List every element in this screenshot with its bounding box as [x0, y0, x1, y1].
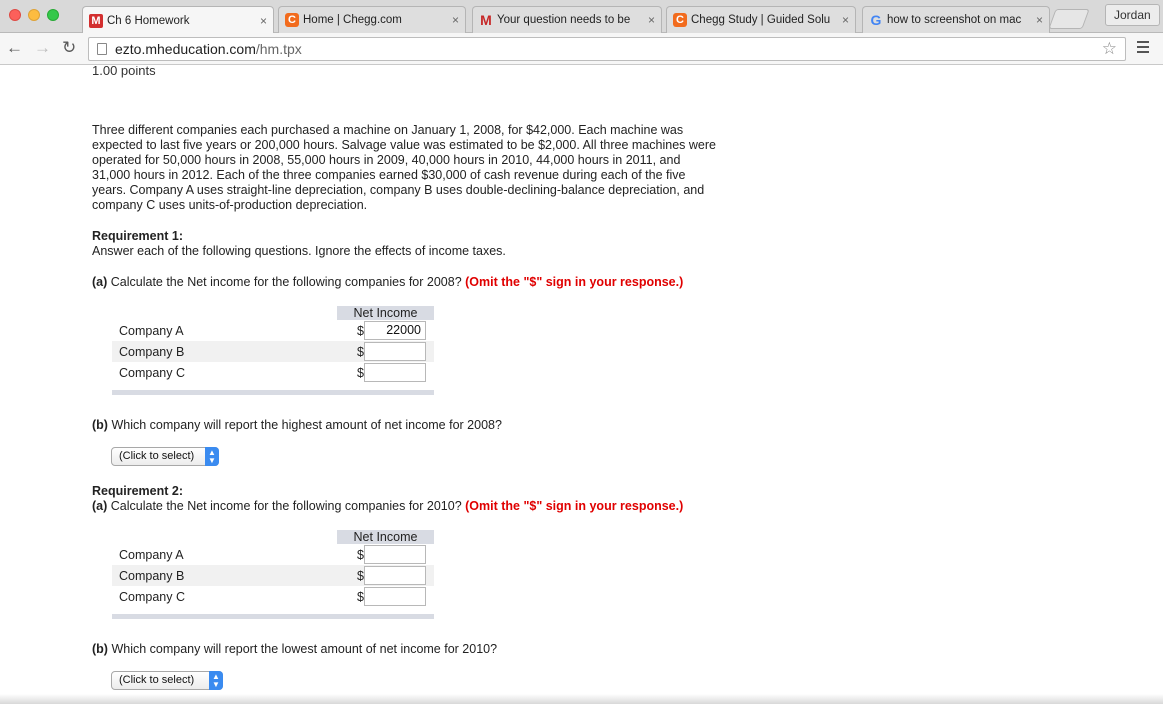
chegg-icon: C — [285, 13, 299, 27]
back-arrow-icon[interactable]: ← — [6, 38, 23, 57]
forward-arrow-icon[interactable]: → — [34, 38, 51, 57]
page-icon — [97, 43, 107, 55]
table-row: Company C $ — [112, 586, 434, 607]
net-income-input-company-b-2010[interactable] — [364, 566, 426, 585]
menu-icon[interactable] — [1137, 41, 1149, 56]
points-value: 1.00 points — [92, 66, 156, 78]
omit-dollar-note: (Omit the "$" sign in your response.) — [465, 499, 684, 513]
net-income-header: Net Income — [337, 306, 434, 320]
page-content — [0, 66, 1163, 704]
table-row: Company A $ 22000 — [112, 320, 434, 341]
profile-button[interactable]: Jordan — [1105, 4, 1160, 26]
close-icon[interactable]: × — [647, 13, 655, 27]
net-income-input-company-a-2010[interactable] — [364, 545, 426, 564]
tab-ch6-homework[interactable]: M Ch 6 Homework × — [82, 6, 274, 34]
net-income-input-company-c-2010[interactable] — [364, 587, 426, 606]
highest-income-select[interactable]: (Click to select) ▲ ▼ — [111, 447, 219, 466]
table-footer-bar — [112, 390, 434, 395]
net-income-input-company-c-2008[interactable] — [364, 363, 426, 382]
close-icon[interactable]: × — [451, 13, 459, 27]
tab-strip — [0, 0, 1163, 33]
question-2a: (a) Calculate the Net income for the following companies for 2010? (Omit the "$" sign in your response.) — [92, 499, 684, 513]
select-arrows-icon: ▲ ▼ — [205, 447, 219, 466]
question-description: Three different companies each purchased a machine on January 1, 2008, for $42,000. Each machine was expected to last five years or 200,000 hours. Salvage value was estimated to be $2,000. All three machines were operated for 50,000 hours in 2008, 55,000 hours in 2009, 40,000 hours in 2010, 44,000 hours in 2011, and 31,000 hours in 2012. Each of the three companies earned $30,000 of cash revenue during each of the five years. Company A uses straight-line depreciation, company B uses double-declining-balance depreciation, and company C uses units-of-production depreciation. — [92, 123, 716, 212]
tab-google-search[interactable]: G how to screenshot on mac × — [862, 6, 1050, 33]
net-income-input-company-b-2008[interactable] — [364, 342, 426, 361]
question-1b: (b) Which company will report the highest amount of net income for 2008? — [92, 418, 502, 432]
zoom-window-button[interactable] — [47, 9, 59, 21]
question-2b: (b) Which company will report the lowest amount of net income for 2010? — [92, 642, 498, 656]
table-row: Company C $ — [112, 362, 434, 383]
close-icon[interactable]: × — [1035, 13, 1043, 27]
requirement-2-heading: Requirement 2: — [92, 484, 183, 498]
new-tab-button[interactable] — [1048, 9, 1089, 29]
tab-chegg-home[interactable]: C Home | Chegg.com × — [278, 6, 466, 33]
table-row: Company B $ — [112, 565, 434, 586]
lowest-income-select[interactable]: (Click to select) ▲ ▼ — [111, 671, 223, 690]
browser-toolbar — [0, 33, 1163, 65]
select-arrows-icon: ▲ ▼ — [209, 671, 223, 690]
minimize-window-button[interactable] — [28, 9, 40, 21]
address-bar[interactable] — [88, 37, 1126, 61]
close-icon[interactable]: × — [841, 13, 849, 27]
tab-gmail[interactable]: M Your question needs to be × — [472, 6, 662, 33]
table-row: Company A $ — [112, 544, 434, 565]
net-income-input-company-a-2008[interactable]: 22000 — [364, 321, 426, 340]
bookmark-star-icon[interactable]: ☆ — [1101, 39, 1117, 58]
reload-icon[interactable]: ↻ — [62, 38, 77, 57]
url-path: /hm.tpx — [255, 41, 302, 57]
window-bottom-shadow — [0, 694, 1163, 704]
table-footer-bar — [112, 614, 434, 619]
requirement-1-text: Answer each of the following questions. Ignore the effects of income taxes. — [92, 244, 506, 258]
close-icon[interactable]: × — [259, 13, 267, 28]
table-row: Company B $ — [112, 341, 434, 362]
close-window-button[interactable] — [9, 9, 21, 21]
google-icon: G — [870, 12, 882, 28]
net-income-header: Net Income — [337, 530, 434, 544]
omit-dollar-note: (Omit the "$" sign in your response.) — [465, 275, 684, 289]
gmail-icon: M — [480, 12, 492, 28]
tab-chegg-study[interactable]: C Chegg Study | Guided Solu × — [666, 6, 856, 33]
question-1a: (a) Calculate the Net income for the following companies for 2008? (Omit the "$" sign in your response.) — [92, 275, 684, 289]
mcgraw-hill-icon: M — [89, 14, 103, 28]
chegg-icon: C — [673, 13, 687, 27]
url-host: ezto.mheducation.com — [115, 41, 256, 57]
requirement-1-heading: Requirement 1: — [92, 229, 183, 243]
